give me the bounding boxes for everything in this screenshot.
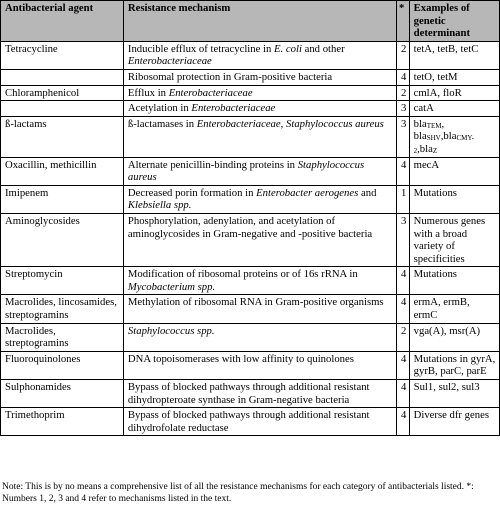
table-row	[1, 116, 500, 157]
cell-agent	[1, 69, 124, 85]
table-header-row	[1, 1, 500, 42]
cell-mechanism: DNA topoisomerases with low affinity to quinolones	[123, 351, 396, 379]
cell-mechanism: Phosphorylation, adenylation, and acetylation of aminoglycosides in Gram-negative and -positive bacteria	[123, 213, 396, 266]
cell-number: 1	[397, 185, 410, 213]
table-row	[1, 267, 500, 295]
cell-gene: Diverse dfr genes	[409, 408, 499, 436]
cell-agent: Macrolides, streptogramins	[1, 323, 124, 351]
cell-gene: ermA, ermB, ermC	[409, 295, 499, 323]
table-row	[1, 295, 500, 323]
cell-number: 4	[397, 69, 410, 85]
table-row	[1, 41, 500, 69]
table-footnote: Note: This is by no means a comprehensive list of all the resistance mechanisms for each category of antibacterials listed. *: Numbers 1, 2, 3 and 4 refer to mechanisms listed in the text.	[2, 482, 474, 504]
table-row	[1, 408, 500, 436]
cell-agent: Macrolides, lincosamides, streptogramins	[1, 295, 124, 323]
table-row	[1, 380, 500, 408]
header-agent: Antibacterial agent	[1, 1, 124, 42]
table-row	[1, 351, 500, 379]
cell-gene: vga(A), msr(A)	[409, 323, 499, 351]
cell-mechanism: Bypass of blocked pathways through additional resistant dihydropteroate synthase in Gram-negative bacteria	[123, 380, 396, 408]
table-row	[1, 185, 500, 213]
cell-agent: Oxacillin, methicillin	[1, 157, 124, 185]
cell-agent: Aminoglycosides	[1, 213, 124, 266]
cell-mechanism: Efflux in Enterobacteriaceae	[123, 85, 396, 101]
cell-mechanism: ß-lactamases in Enterobacteriaceae, Staphylococcus aureus	[123, 116, 396, 157]
cell-mechanism: Ribosomal protection in Gram-positive bacteria	[123, 69, 396, 85]
cell-number: 2	[397, 85, 410, 101]
cell-agent	[1, 101, 124, 117]
cell-gene: tetO, tetM	[409, 69, 499, 85]
header-mechanism-number: *	[397, 1, 410, 42]
cell-number: 4	[397, 157, 410, 185]
cell-agent: Streptomycin	[1, 267, 124, 295]
cell-number: 3	[397, 116, 410, 157]
cell-agent: Fluoroquinolones	[1, 351, 124, 379]
cell-number: 3	[397, 213, 410, 266]
cell-mechanism: Staphylococcus spp.	[123, 323, 396, 351]
table-row	[1, 85, 500, 101]
cell-mechanism: Alternate penicillin-binding proteins in Staphylococcus aureus	[123, 157, 396, 185]
cell-gene: Mutations in gyrA, gyrB, parC, parE	[409, 351, 499, 379]
cell-agent: Sulphonamides	[1, 380, 124, 408]
table-row	[1, 157, 500, 185]
cell-number: 3	[397, 101, 410, 117]
table-row	[1, 101, 500, 117]
cell-number: 2	[397, 41, 410, 69]
cell-agent: Trimethoprim	[1, 408, 124, 436]
cell-gene: Mutations	[409, 185, 499, 213]
cell-agent: Imipenem	[1, 185, 124, 213]
cell-agent: ß-lactams	[1, 116, 124, 157]
cell-number: 4	[397, 380, 410, 408]
cell-gene: catA	[409, 101, 499, 117]
cell-mechanism: Acetylation in Enterobacteriaceae	[123, 101, 396, 117]
cell-gene: Mutations	[409, 267, 499, 295]
table-row	[1, 213, 500, 266]
cell-mechanism: Decreased porin formation in Enterobacter aerogenes and Klebsiella spp.	[123, 185, 396, 213]
cell-number: 4	[397, 351, 410, 379]
cell-gene: Numerous genes with a broad variety of specificities	[409, 213, 499, 266]
cell-mechanism: Methylation of ribosomal RNA in Gram-positive organisms	[123, 295, 396, 323]
cell-gene: Sul1, sul2, sul3	[409, 380, 499, 408]
cell-number: 4	[397, 295, 410, 323]
cell-gene: cmlA, floR	[409, 85, 499, 101]
cell-mechanism: Inducible efflux of tetracycline in E. coli and other Enterobacteriaceae	[123, 41, 396, 69]
cell-mechanism: Modification of ribosomal proteins or of 16s rRNA in Mycobacterium spp.	[123, 267, 396, 295]
cell-mechanism: Bypass of blocked pathways through additional resistant dihydrofolate reductase	[123, 408, 396, 436]
table-row	[1, 323, 500, 351]
cell-agent: Tetracycline	[1, 41, 124, 69]
cell-gene: bla$_{TEM}$, bla$_{SHV}$,bla$_{CMY-2}$,bla$_Z$	[409, 116, 499, 157]
cell-number: 4	[397, 408, 410, 436]
header-mechanism: Resistance mechanism	[123, 1, 396, 42]
table-row	[1, 69, 500, 85]
cell-agent: Chloramphenicol	[1, 85, 124, 101]
cell-gene: tetA, tetB, tetC	[409, 41, 499, 69]
cell-number: 4	[397, 267, 410, 295]
header-genetic-determinant: Examples of genetic determinant	[409, 1, 499, 42]
cell-number: 2	[397, 323, 410, 351]
cell-gene: mecA	[409, 157, 499, 185]
